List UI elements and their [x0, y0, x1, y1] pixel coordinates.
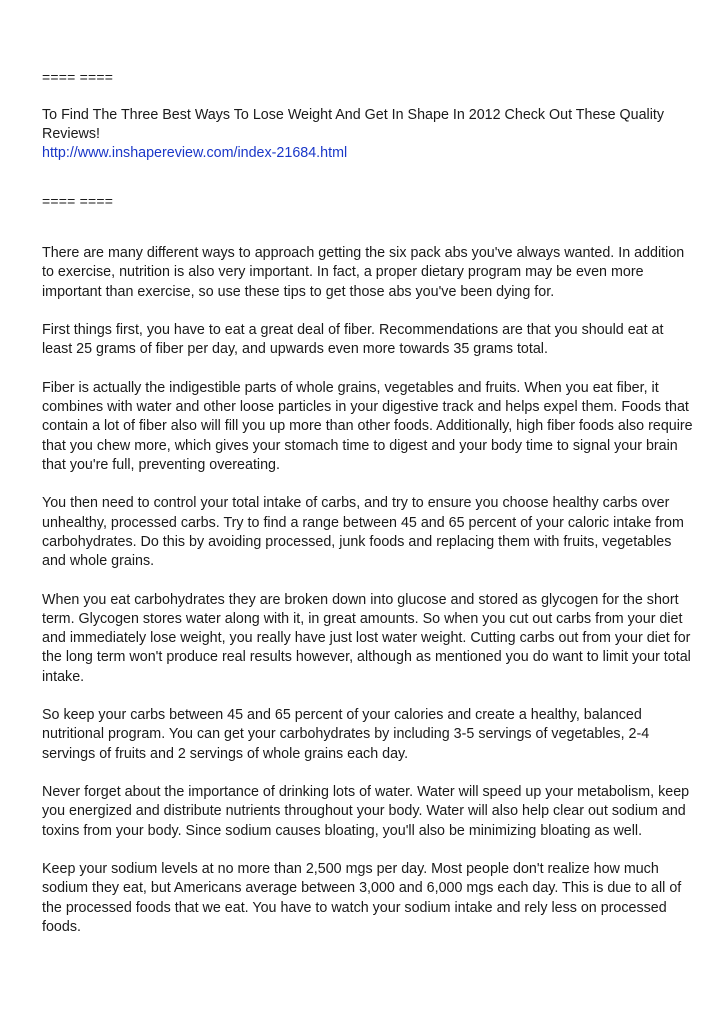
paragraph: First things first, you have to eat a great deal of fiber. Recommendations are that you should eat at least 25 grams of fiber per day, and upwards even more towards 35 grams total. [42, 322, 664, 358]
promo-header [42, 106, 682, 163]
separator-top: ==== ==== [42, 69, 114, 85]
paragraph: Keep your sodium levels at no more than 2,500 mgs per day. Most people don't realize how much sodium they eat, but Americans average between 3,000 and 6,000 mgs each day. This is due to all of the processed foods that we eat. You have to watch your sodium intake and rely less on processed foods. [42, 861, 682, 935]
paragraph: There are many different ways to approach getting the six pack abs you've always wanted. In addition to exercise, nutrition is also very important. In fact, a proper dietary program may be even more important than exercise, so use these tips to get those abs you've been dying for. [42, 245, 685, 300]
paragraph: So keep your carbs between 45 and 65 percent of your calories and create a healthy, balanced nutritional program. You can get your carbohydrates by including 3-5 servings of vegetables, 2-4 servings of fruits and 2 servings of whole grains each day. [42, 707, 650, 762]
promo-text: To Find The Three Best Ways To Lose Weight And Get In Shape In 2012 Check Out These Quality Reviews! [42, 107, 665, 142]
paragraph: When you eat carbohydrates they are broken down into glucose and stored as glycogen for the short term. Glycogen stores water along with it, in great amounts. So when you cut out carbs from your diet and immediately lose weight, you really have just lost water weight. Cutting carbs out from your diet for the long term won't produce real results however, although as mentioned you do want to limit your total intake. [42, 591, 691, 685]
promo-link[interactable]: http://www.inshapereview.com/index-21684.html [42, 145, 348, 161]
paragraph: You then need to control your total intake of carbs, and try to ensure you choose healthy carbs over unhealthy, processed carbs. Try to find a range between 45 and 65 percent of your caloric intake from carbohydrates. Do this by avoiding processed, junk foods and replacing them with fruits, vegetables and whole grains. [42, 495, 684, 569]
separator-bottom: ==== ==== [42, 193, 114, 209]
paragraph: Never forget about the importance of drinking lots of water. Water will speed up your metabolism, keep you energized and distribute nutrients throughout your body. Water will also help clear out sodium and toxins from your body. Since sodium causes bloating, you'll also be minimizing bloating as well. [42, 784, 690, 839]
paragraph: Fiber is actually the indigestible parts of whole grains, vegetables and fruits. When you eat fiber, it combines with water and other loose particles in your digestive track and helps expel them. Foods that contain a lot of fiber also will fill you up more than other foods. Additionally, high fiber foods also require that you chew more, which gives your stomach time to digest and your body time to signal your brain that you're full, preventing overeating. [42, 379, 693, 473]
article-body [42, 244, 694, 956]
